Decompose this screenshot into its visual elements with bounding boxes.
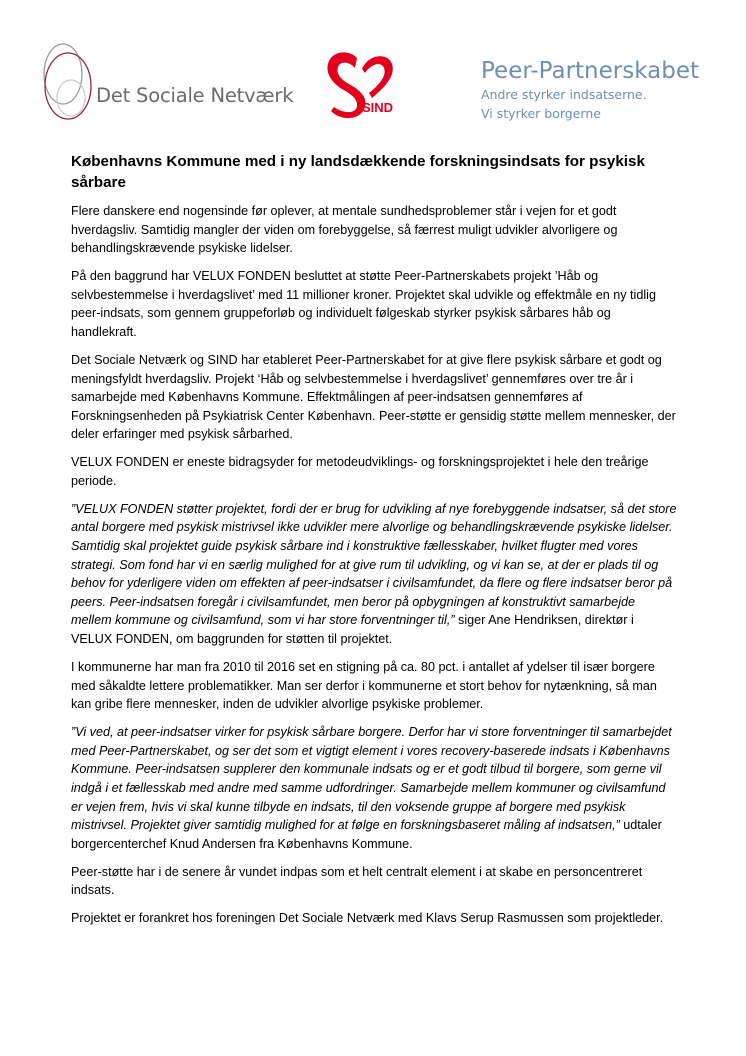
dsn-circles-icon	[38, 40, 108, 125]
quote-velux	[71, 500, 677, 649]
quote-kommune-text: ”Vi ved, at peer-indsatser virker for psykisk sårbare borgere. Derfor har vi store forventninger til samarbejdet med Peer-Partnerskabet, og ser det som et vigtigt element i vores recovery-baserede indsats i Københavns Kommune. Peer-indsatsen supplerer den kommunale indsats og er et godt tilbud til borgere, som gerne vil indgå i et fællesskab med andre med samme udfordringer. Samarbejde mellem kommuner og civilsamfund er vejen frem, hvis vi skal kunne tilbyde en indsats, til den voksende gruppe af borgere med psykisk mistrivsel. Projektet giver samtidig mulighed for at følge en forskningsbaseret måling af indsatsen,”	[71, 725, 672, 833]
sind-logo-text: SIND	[362, 100, 394, 115]
det-sociale-netvaerk-logo	[38, 40, 298, 125]
headline: Københavns Kommune med i ny landsdækkende forskningsindsats for psykisk sårbare	[71, 153, 645, 191]
paragraph-3: Det Sociale Netværk og SIND har etableret Peer-Partnerskabet for at give flere psykisk sårbare et godt og meningsfyldt hverdagsliv. Projekt ‘Håb og selvbestemmelse i hverdagslivet’ gennemføres over tre år i samarbejde med Københavns Kommune. Effektmålingen af peer-indsatsen gennemføres af Forskningsenheden på Psykiatrisk Center København. Peer-støtte er gensidig støtte mellem mennesker, der deler erfaringer med psykisk sårbarhed.	[71, 352, 676, 442]
paragraph-5: I kommunerne har man fra 2010 til 2016 set en stigning på ca. 80 pct. i antallet af ydelser til især borgere med såkaldte lettere problematikker. Man ser derfor i kommunerne et stort behov for nytænkning, så man kan gribe flere mennesker, inden de udvikler alvorlige psykiske problemer.	[71, 660, 657, 712]
sind-logo	[322, 50, 414, 122]
paragraph-2: På den baggrund har VELUX FONDEN besluttet at støtte Peer-Partnerskabets projekt ’Håb og selvbestemmelse i hverdagslivet’ med 11 millioner kroner. Projektet skal udvikle og effektmåle en ny tidlig peer-indsats, som gennem gruppeforløb og individuelt følgeskab styrker psykisk sårbares håb og handlekraft.	[71, 269, 656, 339]
peer-partnerskabet-title: Peer-Partnerskabet	[481, 58, 699, 84]
quote-velux-attribution: siger Ane Hendriksen, direktør i VELUX FONDEN, om baggrunden for støtten til projektet.	[71, 613, 634, 647]
pp-tagline-2: Vi styrker borgerne	[481, 106, 601, 121]
quote-kommune-attribution: udtaler borgercenterchef Knud Andersen fra Københavns Kommune.	[71, 818, 662, 851]
pp-tagline-1: Andre styrker indsatserne.	[481, 87, 647, 102]
paragraph-7: Projektet er forankret hos foreningen Det Sociale Netværk med Klavs Serup Rasmussen som projektleder.	[71, 911, 664, 926]
paragraph-1: Flere danskere end nogensinde før oplever, at mentale sundhedsproblemer står i vejen for et godt hverdagsliv. Samtidig mangler der viden om forebyggelse, så færrest muligt udvikler alvorligere og behandlingskrævende psykiske lidelser.	[71, 204, 618, 256]
quote-velux-text: ”VELUX FONDEN støtter projektet, fordi der er brug for udvikling af nye forebyggende indsatser, så det store antal borgere med psykisk mistrivsel ikke udvikler mere alvorlige og behandlingskrævende psykiske lidelser. Samtidig skal projektet guide psykisk sårbare ind i konstruktive fællesskaber, hvilket flugter med vores strategi. Som fond har vi en særlig mulighed for at give rum til udvikling, og vi kan se, at der er plads til og behov for yderligere viden om effekten af peer-indsatser i civilsamfundet, da flere og flere indsatser beror på peers. Peer-indsatsen foregår i civilsamfundet, men beror på opbygningen af konstruktivt samarbejde mellem kommune og civilsamfund, som vi har store forventninger til,”	[71, 501, 677, 628]
page-header	[0, 0, 746, 140]
paragraph-6: Peer-støtte har i de senere år vundet indpas som et helt centralt element i at skabe en personcentreret indsats.	[71, 864, 643, 898]
press-release-body	[71, 151, 677, 937]
quote-kommune	[71, 723, 677, 853]
dsn-logo-text: Det Sociale Netværk	[96, 84, 294, 107]
peer-partnerskabet-block	[481, 57, 699, 123]
paragraph-4: VELUX FONDEN er eneste bidragsyder for metodeudviklings- og forskningsprojektet i hele den treårige periode.	[71, 455, 649, 488]
